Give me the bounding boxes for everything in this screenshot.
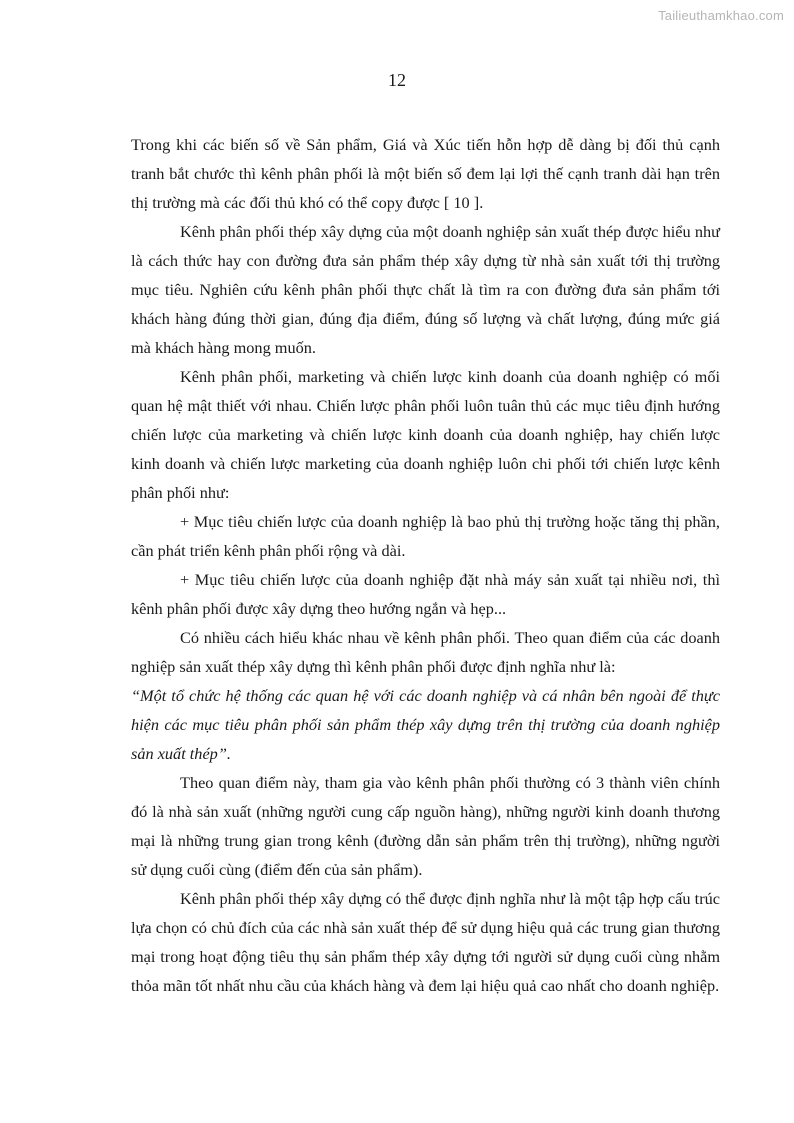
paragraph-definition-intro: Có nhiều cách hiểu khác nhau về kênh phân phối. Theo quan điểm của các doanh nghiệp sản xuất thép xây dựng thì kênh phân phối được định nghĩa như là: bbox=[131, 628, 720, 676]
paragraph-channel-members: Theo quan điểm này, tham gia vào kênh phân phối thường có 3 thành viên chính đó là nhà sản xuất (những người cung cấp nguồn hàng), những người kinh doanh thương mại là những trung gian trong kênh (đường dẫn sản phẩm trên thị trường), những người sử dụng cuối cùng (điểm đến của sản phẩm). bbox=[131, 773, 720, 879]
watermark-text: Tailieuthamkhao.com bbox=[658, 8, 784, 23]
paragraph-intro-continuation: Trong khi các biến số về Sản phẩm, Giá và Xúc tiến hỗn hợp dễ dàng bị đối thủ cạnh tranh bắt chước thì kênh phân phối là một biến số đem lại lợi thế cạnh tranh dài hạn trên thị trường mà các đối thủ khó có thể copy được [ 10 ]. bbox=[131, 135, 720, 212]
paragraph-definition-steel-channel: Kênh phân phối thép xây dựng của một doanh nghiệp sản xuất thép được hiểu như là cách thức hay con đường đưa sản phẩm thép xây dựng từ nhà sản xuất tới thị trường mục tiêu. Nghiên cứu kênh phân phối thực chất là tìm ra con đường đưa sản phẩm tới khách hàng đúng thời gian, đúng địa điểm, đúng số lượng và chất lượng, đúng mức giá mà khách hàng mong muốn. bbox=[131, 222, 720, 357]
document-body bbox=[131, 130, 720, 1000]
paragraph-quoted-definition: “Một tổ chức hệ thống các quan hệ với các doanh nghiệp và cá nhân bên ngoài để thực hiện các mục tiêu phân phối sản phẩm thép xây dựng trên thị trường của doanh nghiệp sản xuất thép”. bbox=[131, 686, 720, 763]
paragraph-channel-structure: Kênh phân phối thép xây dựng có thể được định nghĩa như là một tập hợp cấu trúc lựa chọn có chủ đích của các nhà sản xuất thép để sử dụng hiệu quả các trung gian thương mại trong hoạt động tiêu thụ sản phẩm thép xây dựng tới người sử dụng cuối cùng nhằm thỏa mãn tốt nhất nhu cầu của khách hàng và đem lại hiệu quả cao nhất cho doanh nghiệp. bbox=[131, 889, 720, 995]
page-number: 12 bbox=[388, 70, 406, 90]
paragraph-bullet-factories: + Mục tiêu chiến lược của doanh nghiệp đặt nhà máy sản xuất tại nhiều nơi, thì kênh phân phối được xây dựng theo hướng ngắn và hẹp... bbox=[131, 570, 720, 618]
paragraph-strategy-relationship: Kênh phân phối, marketing và chiến lược kinh doanh của doanh nghiệp có mối quan hệ mật thiết với nhau. Chiến lược phân phối luôn tuân thủ các mục tiêu định hướng chiến lược của marketing và chiến lược kinh doanh của doanh nghiệp, hay chiến lược kinh doanh và chiến lược marketing của doanh nghiệp luôn chi phối tới chiến lược kênh phân phối như: bbox=[131, 367, 720, 502]
paragraph-bullet-coverage: + Mục tiêu chiến lược của doanh nghiệp là bao phủ thị trường hoặc tăng thị phần, cần phát triển kênh phân phối rộng và dài. bbox=[131, 512, 720, 560]
